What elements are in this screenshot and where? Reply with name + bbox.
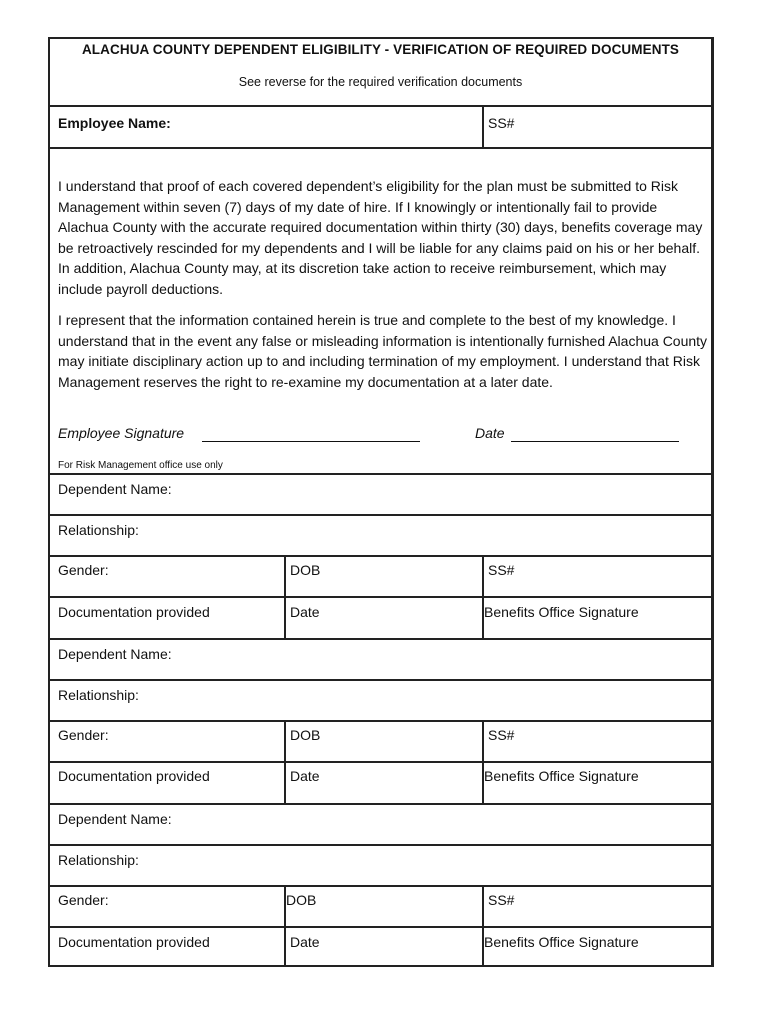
benefits-office-signature-label: Benefits Office Signature [484, 604, 639, 620]
documentation-provided-label: Documentation provided [58, 604, 210, 620]
gender-label: Gender: [58, 892, 109, 908]
divider [284, 885, 286, 967]
signature-date-field[interactable] [511, 441, 679, 442]
divider [482, 720, 484, 803]
divider [50, 147, 711, 149]
dependent-name-label: Dependent Name: [58, 481, 172, 497]
gender-label: Gender: [58, 562, 109, 578]
eligibility-form [48, 37, 714, 967]
documentation-provided-label: Documentation provided [58, 934, 210, 950]
divider [50, 514, 711, 516]
form-subtitle: See reverse for the required verification documents [238, 75, 523, 89]
statement-paragraph-1: I understand that proof of each covered dependent’s eligibility for the plan must be submitted to Risk Management within seven (7) days of my date of hire. If I knowingly or intentionally fail to provide Alachua County with the accurate required documentation within thirty (30) days, benefits coverage may be retroactively rescinded for my dependents and I will be liable for any claims paid on his or her behalf. In addition, Alachua County may, at its discretion take action to receive reimbursement, which may include payroll deductions. [58, 178, 703, 297]
divider [50, 885, 711, 887]
dependent-ss-label: SS# [488, 727, 515, 743]
divider [50, 596, 711, 598]
employee-signature-field[interactable] [202, 441, 420, 442]
documentation-provided-label: Documentation provided [58, 768, 210, 784]
divider [284, 720, 286, 803]
documentation-date-label: Date [290, 768, 320, 784]
employee-signature-label: Employee Signature [58, 425, 185, 441]
divider [482, 885, 484, 967]
employee-name-field[interactable] [220, 109, 480, 145]
divider [50, 679, 711, 681]
dob-label: DOB [290, 562, 321, 578]
divider [50, 473, 711, 475]
divider [50, 761, 711, 763]
dependent-ss-label: SS# [488, 892, 515, 908]
divider [50, 105, 711, 107]
employee-ss-label: SS# [488, 115, 515, 131]
divider [50, 555, 711, 557]
divider [50, 638, 711, 640]
benefits-office-signature-label: Benefits Office Signature [484, 934, 639, 950]
documentation-date-label: Date [290, 934, 320, 950]
gender-label: Gender: [58, 727, 109, 743]
divider [50, 844, 711, 846]
benefits-office-signature-label: Benefits Office Signature [484, 768, 639, 784]
relationship-label: Relationship: [58, 522, 139, 538]
employee-ss-field[interactable] [520, 109, 705, 145]
relationship-label: Relationship: [58, 852, 139, 868]
statement-paragraph-2: I represent that the information contained herein is true and complete to the best of my knowledge. I understand that in the event any false or misleading information is intentionally furnished Alachua County may initiate disciplinary action up to and including termination of my employment. I understand that Risk Management reserves the right to re-examine my documentation at a later date. [58, 312, 708, 390]
divider [50, 803, 711, 805]
form-title: ALACHUA COUNTY DEPENDENT ELIGIBILITY - VERIFICATION OF REQUIRED DOCUMENTS [81, 42, 680, 57]
dependent-ss-label: SS# [488, 562, 515, 578]
divider [50, 720, 711, 722]
relationship-label: Relationship: [58, 687, 139, 703]
dependent-name-label: Dependent Name: [58, 646, 172, 662]
office-use-note: For Risk Management office use only [58, 460, 223, 471]
dob-label: DOB [286, 892, 317, 908]
documentation-date-label: Date [290, 604, 320, 620]
signature-date-label: Date [475, 425, 505, 441]
employee-name-label: Employee Name: [58, 115, 171, 131]
divider [50, 926, 711, 928]
divider [482, 555, 484, 638]
divider [482, 105, 484, 147]
dependent-name-label: Dependent Name: [58, 811, 172, 827]
dob-label: DOB [290, 727, 321, 743]
divider [284, 555, 286, 638]
